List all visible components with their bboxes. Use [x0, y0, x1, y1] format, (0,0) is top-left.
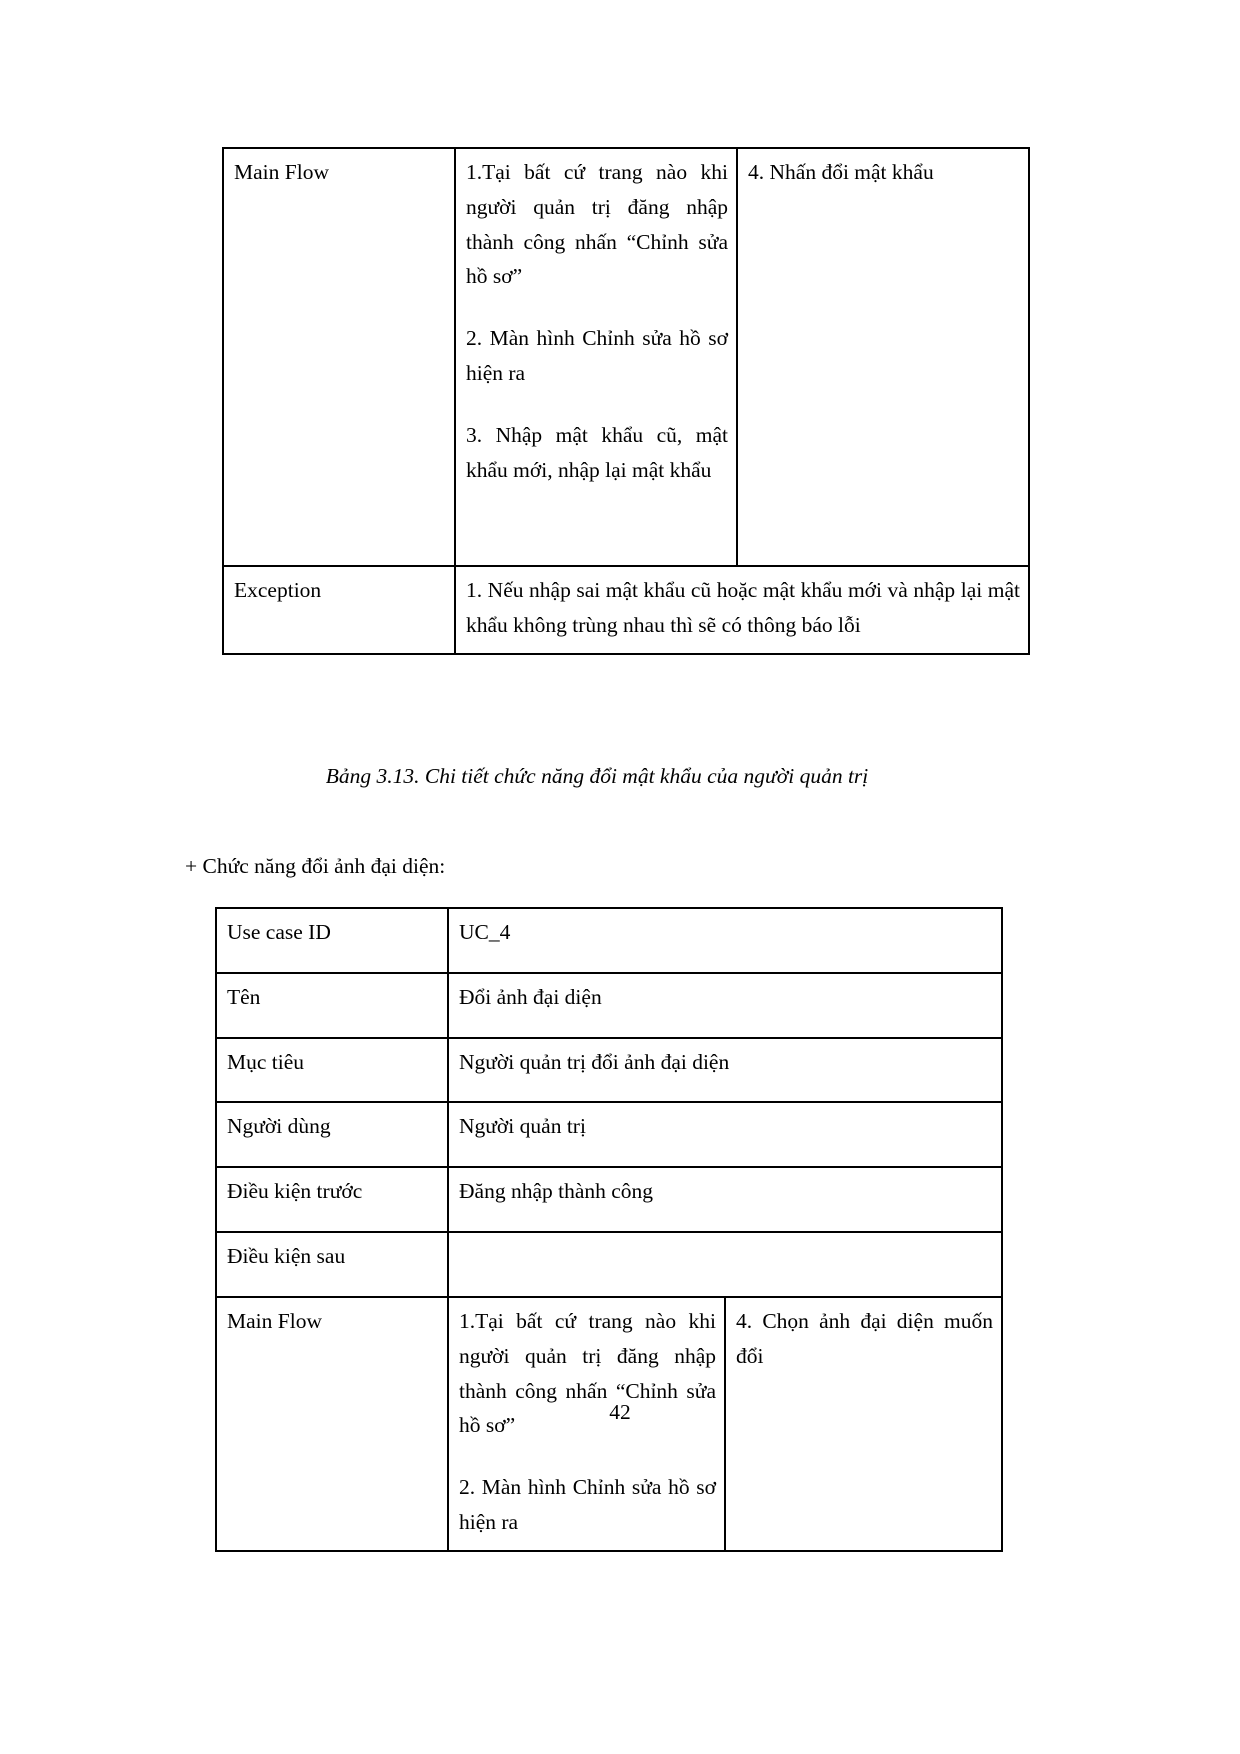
exception-text-cell: [455, 566, 1029, 654]
table-row: [216, 973, 1002, 1038]
row-label-exception: Exception: [223, 566, 455, 654]
table-row: [223, 566, 1029, 654]
main-flow-steps-cell: [455, 148, 737, 566]
table-row: [216, 908, 1002, 973]
row-label-nguoi-dung: Người dùng: [216, 1102, 448, 1167]
main-flow-step-2: 2. Màn hình Chỉnh sửa hồ sơ hiện ra: [466, 326, 728, 386]
row-label-main-flow: Main Flow: [223, 148, 455, 566]
row-value-nguoi-dung: Người quản trị: [448, 1102, 1002, 1167]
row-label-use-case-id: Use case ID: [216, 908, 448, 973]
main-flow-alt-steps-cell: [737, 148, 1029, 566]
row-value-muc-tieu: Người quản trị đổi ảnh đại diện: [448, 1038, 1002, 1103]
row-value-ten: Đổi ảnh đại diện: [448, 973, 1002, 1038]
row-label-dieu-kien-sau: Điều kiện sau: [216, 1232, 448, 1297]
exception-text: 1. Nếu nhập sai mật khẩu cũ hoặc mật khẩu mới và nhập lại mật khẩu không trùng nhau thì sẽ có thông báo lỗi: [466, 578, 1020, 637]
row-label-main-flow-avatar: Main Flow: [216, 1297, 448, 1551]
table-row: [223, 148, 1029, 566]
table-caption-3-13: Bảng 3.13. Chi tiết chức năng đổi mật khẩu của người quản trị: [325, 764, 869, 788]
row-label-ten: Tên: [216, 973, 448, 1038]
main-flow-step-1: 1.Tại bất cứ trang nào khi người quản trị đăng nhập thành công nhấn “Chỉnh sửa hồ sơ”: [466, 160, 728, 289]
table-row: [216, 1232, 1002, 1297]
row-label-dieu-kien-truoc: Điều kiện trước: [216, 1167, 448, 1232]
table-row: [216, 1102, 1002, 1167]
section-heading-change-avatar: + Chức năng đổi ảnh đại diện:: [185, 854, 446, 878]
main-flow-step-3: 3. Nhập mật khẩu cũ, mật khẩu mới, nhập lại mật khẩu: [466, 422, 728, 482]
main-flow-alt-step-4-avatar: 4. Chọn ảnh đại diện muốn đổi: [736, 1308, 993, 1368]
table-row: [216, 1038, 1002, 1103]
use-case-table-change-avatar: [215, 907, 1003, 1552]
main-flow-step-1-avatar: 1.Tại bất cứ trang nào khi người quản trị đăng nhập thành công nhấn “Chỉnh sửa hồ sơ”: [459, 1308, 716, 1438]
use-case-table-change-password: [222, 147, 1030, 655]
main-flow-alt-step-4: 4. Nhấn đổi mật khẩu: [748, 160, 934, 184]
row-value-dieu-kien-truoc: Đăng nhập thành công: [448, 1167, 1002, 1232]
main-flow-step-2-avatar: 2. Màn hình Chỉnh sửa hồ sơ hiện ra: [459, 1475, 716, 1534]
row-label-muc-tieu: Mục tiêu: [216, 1038, 448, 1103]
table-row: [216, 1167, 1002, 1232]
row-value-use-case-id: UC_4: [448, 908, 1002, 973]
page-number: 42: [609, 1400, 631, 1424]
row-value-dieu-kien-sau: [448, 1232, 1002, 1297]
